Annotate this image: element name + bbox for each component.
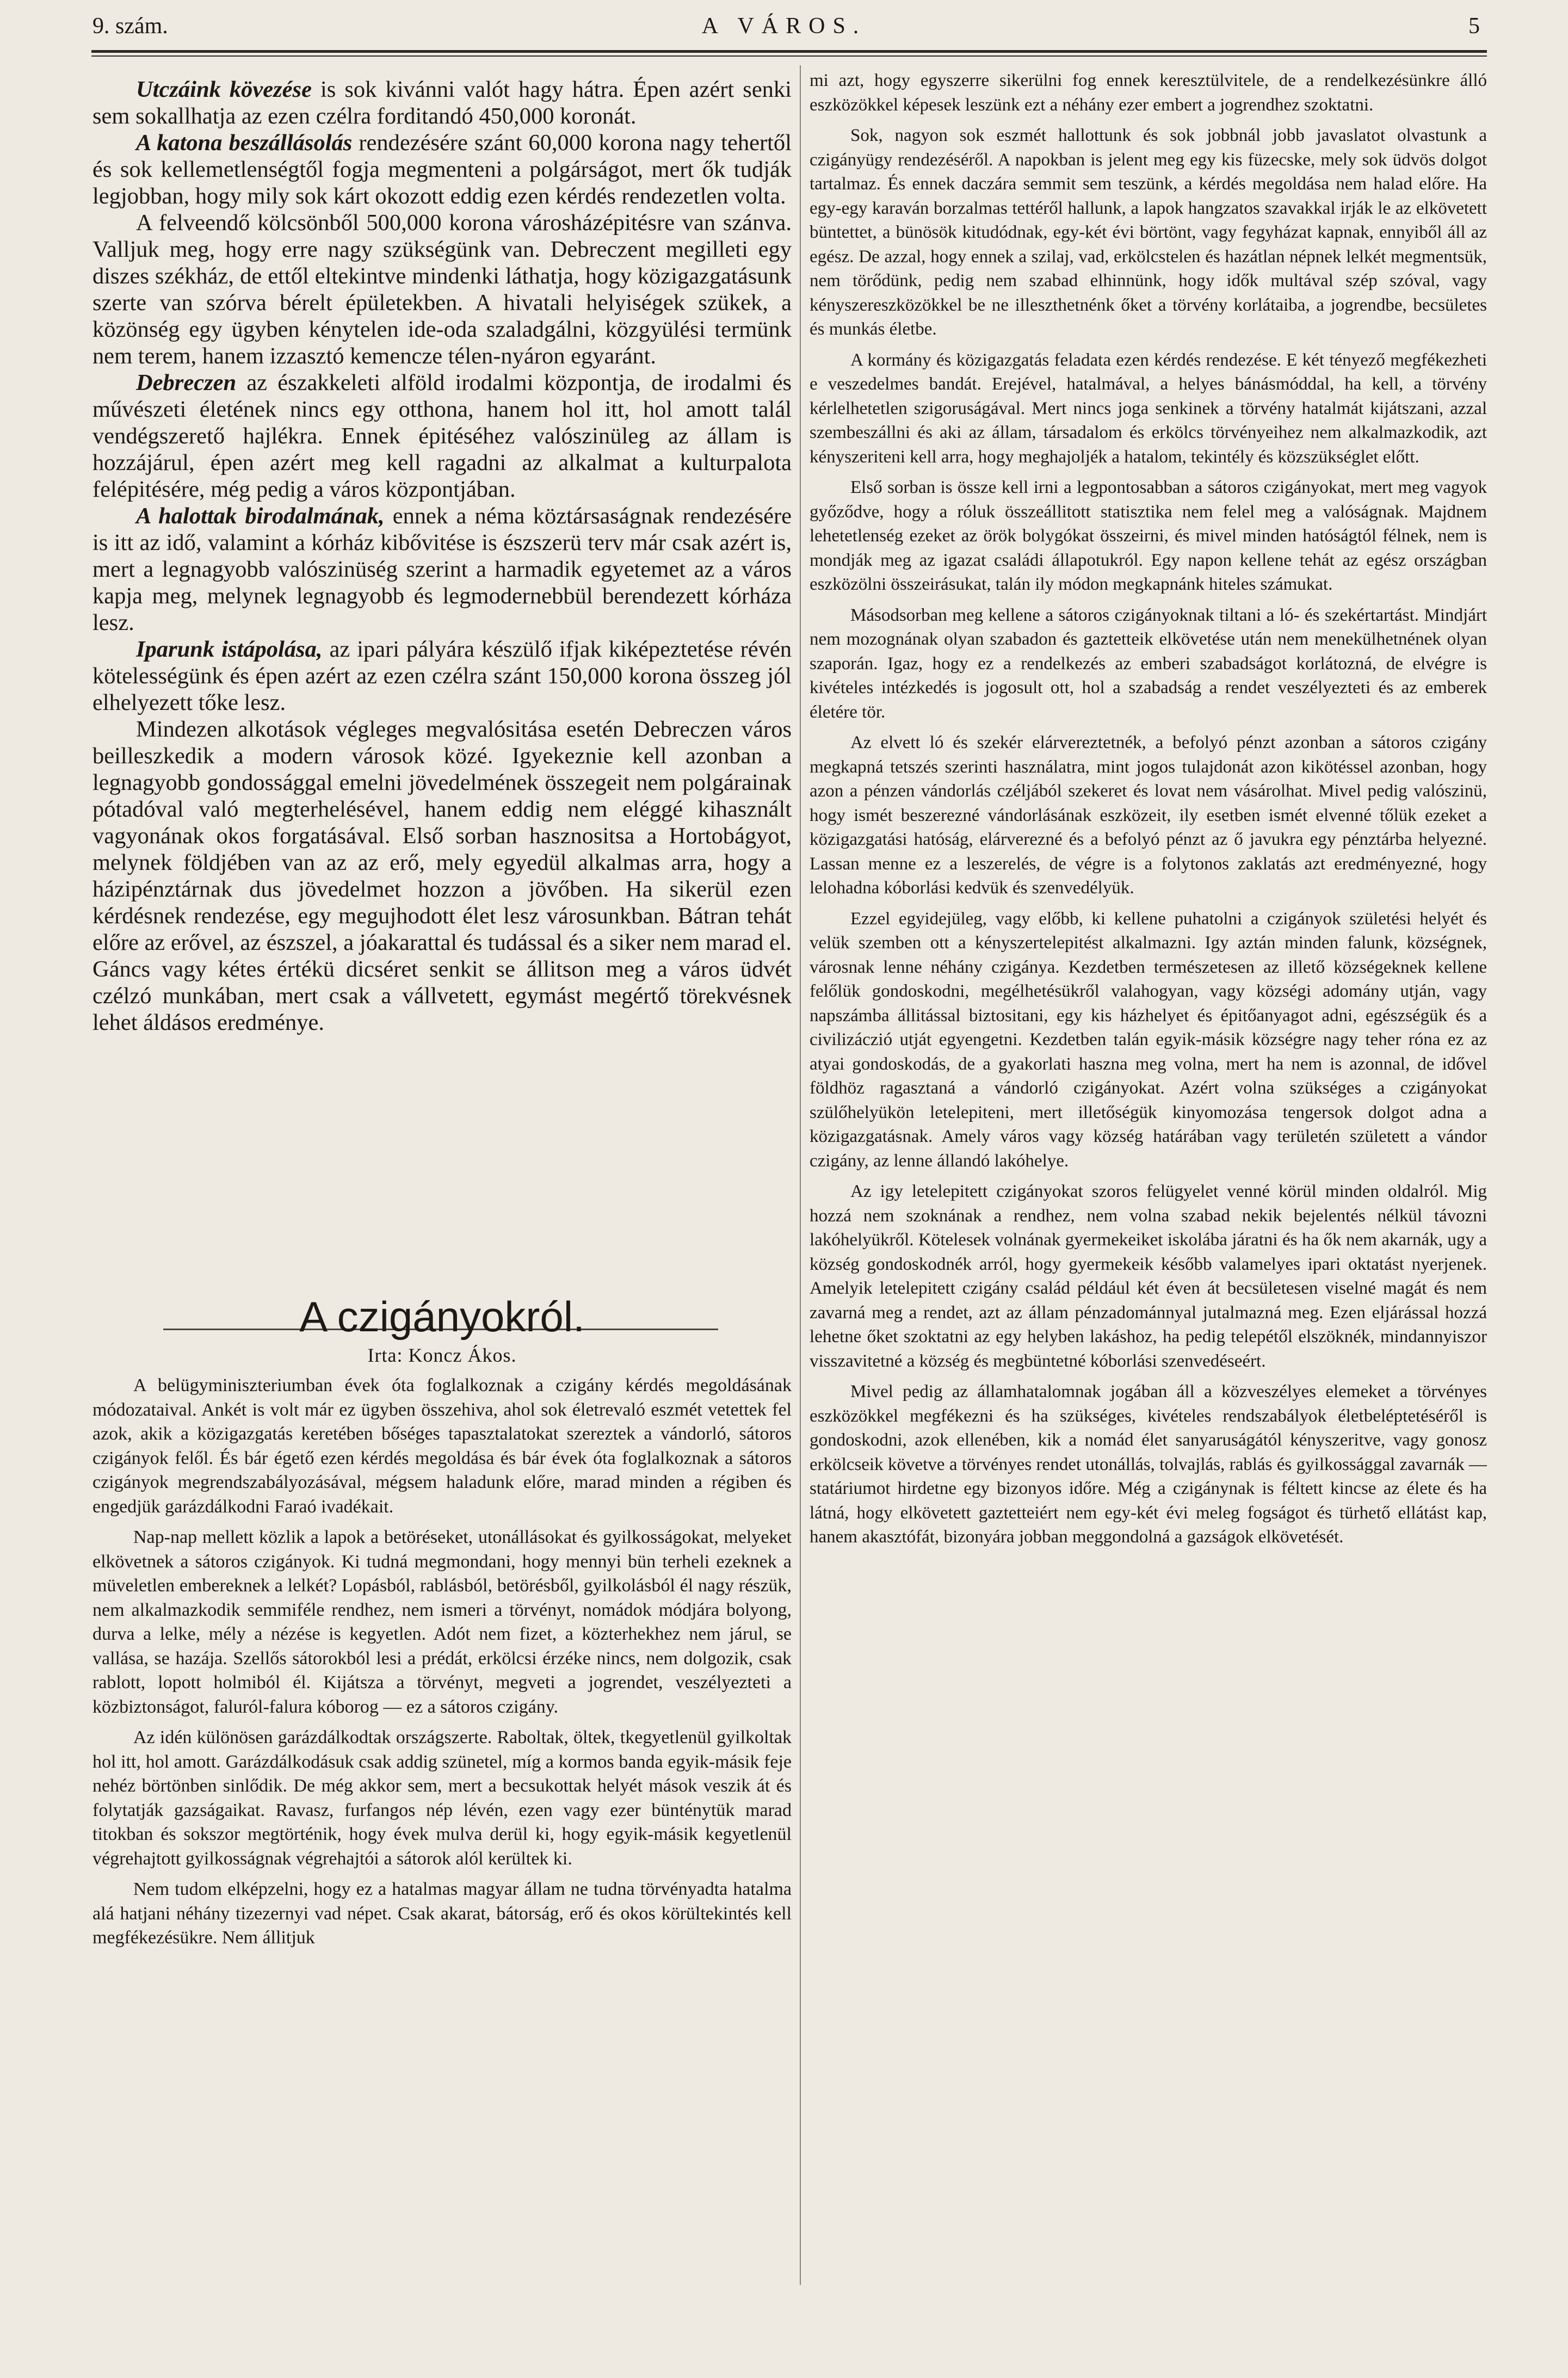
paragraph xyxy=(92,503,792,636)
paragraph xyxy=(92,636,792,716)
paragraph: A belügyminiszteriumban évek óta foglalkoznak a czigány kérdés megoldásának módozataival. Ankét is volt már ez ügyben összehiva, ahol sok életrevaló eszmét vetettek fel azok, akik a közigazgatás keretében bőséges tapasztalatokat szereztek a vándorló, sátoros czigányok felől. És bár égető ezen kérdés megoldása és bár évek óta foglalkoznak a sátoros czigányok megrendszabályozásával, mégsem haladunk előre, marad minden a régiben és engedjük garázdálkodni Faraó ivadékait. xyxy=(92,1375,792,1517)
paragraph xyxy=(92,369,792,503)
paragraph: Mivel pedig az államhatalomnak jogában áll a közveszélyes elemeket a törvényes eszközökkel megfékezni és ha szükséges, kivételes rendszabályok életbeléptetéséről is gondoskodni, azok ellenében, kik a nomád élet sanyaruságától kényszeritve, vagy gonosz erkölcseik követve a törvényes rendet utonállás, tolvajlás, rablás és gyilkossággal zavarnák — statáriumot hirdetne egy bizonyos időre. Még a czigánynak is féltett kincse az élete és ha látná, hogy elkövetett gaztetteiért nem egy-két évi meleg fogságot és türhető ellátást kap, hanem akasztófát, bizonyára jobban meggondolná a gazságok elkövetését. xyxy=(810,1382,1487,1547)
paragraph-lead: Debreczen xyxy=(136,370,237,396)
paragraph: Nem tudom elképzelni, hogy ez a hatalmas magyar állam ne tudna törvényadta hatalma alá hatjani néhány tizezernyi vad népet. Csak akarat, bátorság, erő és okos körültekintés kell megfékezésükre. Nem állitjuk xyxy=(92,1879,792,1948)
header-rule xyxy=(91,50,1487,53)
paragraph xyxy=(92,129,792,209)
paragraph-text: ennek a néma köztársaságnak rendezésére is itt az idő, valamint a kórház kibővitése is észszerü terv már csak azért is, mert a legnagyobb valószinüség szerint a harmadik egyetemet az a város kapja meg, melynek legnagyobb és legmodernebbül berendezett kórháza lesz. xyxy=(92,503,792,635)
issue-number: 9. szám. xyxy=(92,14,168,39)
paragraph-lead: A halottak birodalmának, xyxy=(136,503,385,529)
article-gypsies-right-column xyxy=(810,69,1487,2277)
paragraph-lead: A katona beszállásolás xyxy=(136,130,353,156)
paragraph-text: A felveendő kölcsönből 500,000 korona városházépitésre van szánva. Valljuk meg, hogy erre nagy szükségünk van. Debreczent megilleti egy diszes székház, de ettől eltekintve mindenki láthatja, hogy közigazgatásunk szerte van szórva bérelt épületekben. A hivatali helyiségek szükek, a közönség egy ügyben kénytelen ide-oda szaladgálni, közgyülési termünk nem terem, hanem izzasztó kemencze télen-nyáron egyaránt. xyxy=(92,210,792,369)
paragraph-text: az ipari pályára készülő ifjak kiképeztetése révén kötelességünk és épen azért az ezen czélra szánt 150,000 korona összeg jól elhelyezett tőke lesz. xyxy=(92,637,792,715)
newspaper-title: A VÁROS. xyxy=(701,14,867,39)
article-title: A czigányokról. xyxy=(299,1293,585,1341)
article-gypsies-left-column xyxy=(92,1374,792,2266)
header-rule-thin xyxy=(91,55,1487,57)
paragraph xyxy=(92,209,792,369)
paragraph: Sok, nagyon sok eszmét hallottunk és sok jobbnál jobb javaslatot olvastunk a czigányügy rendezéséről. A napokban is jelent meg egy kis füzecske, mely sok üdvös dolgot tartalmaz. És ennek daczára semmit sem teszünk, a kérdés megoldása nem halad előre. Ha egy-egy karaván borzalmas tettéről hallunk, a lapok hangzatos szavakkal irják le az elkövetett büntettet, a bünösök kitudódnak, egy-két évi börtönt, vagy fegyházat kapnak, ennyiből áll az egész. De azzal, hogy ennek a szilaj, vad, erkölcstelen és hazátlan népnek lelkét megmentsük, nem törődünk, pedig nem szabad elhinnünk, hogy idők multával szép szóval, vagy kényszereszközökkel be ne illeszthetnénk őket a törvény korlátaiba, a jogrendbe, becsületes és munkás életbe. xyxy=(810,126,1487,339)
paragraph-text: rendezésére szánt 60,000 korona nagy tehertől és sok kellemetlenségtől fogja megmenteni a polgárságot, mert ők tudják legjobban, hogy mily sok kárt okozott eddig ezen kérdés rendezetlen volta. xyxy=(92,130,792,209)
paragraph: Nap-nap mellett közlik a lapok a betöréseket, utonállásokat és gyilkosságokat, melyeket elkövetnek a sátoros czigányok. Ki tudná megmondani, hogy mennyi bün terheli ezeknek a müveletlen embereknek a lelkét? Lopásból, rablásból, betörésből, gyilkolásból él nagy részük, nem alkalmazkodik semmiféle rendhez, nem ismeri a törvényt, nomádok módjára bolyong, durva a lelke, mély a nézése is kegyetlen. Adót nem fizet, a közterhekhez nem járul, se vallása, se hazája. Szellős sátorokból lesi a prédát, erkölcsi érzéke nincs, nem dolgozik, csak rablott, lopott holmiból él. Kijátsza a törvényt, megveti a jogrendet, veszélyezteti a közbiztonságot, faluról-falura kóborog — ez a sátoros czigány. xyxy=(92,1527,792,1717)
paragraph: Az igy letelepitett czigányokat szoros felügyelet venné körül minden oldalról. Mig hozzá nem szoknának a rendhez, nem volna szabad nekik bejelentés nélkül távozni lakóhelyükről. Kötelesek volnának gyermekeiket iskolába járatni és ha ők nem akarnák, ugy a község gondoskodnék arról, hogy gyermekeik később valamelyes ipari oktatást nyerjenek. Amelyik letelepitett czigány család például két éven át becsületesen viselné magát és nem zavarná meg a rendet, azt az állam pénzadománnyal jutalmazná meg. Ezen eljárással hozzá lehetne őket szoktatni az egy helyben lakáshoz, ha pedig telepétől elszöknék, mindannyiszor visszavitetné a község és megbüntetné kóborlási szenvedéseért. xyxy=(810,1182,1487,1371)
paragraph: A kormány és közigazgatás feladata ezen kérdés rendezése. E két tényező megfékezheti e veszedelmes bandát. Erejével, hatalmával, a helyes bánásmóddal, ha kell, a törvény kérlelhetetlen szigoruságával. Mert nincs joga senkinek a törvény hatalmát kijátszani, azzal szembeszállni és aki az állam, társadalom és erkölcs törvényeihez nem alkalmazkodik, azt kényszeriteni kell arra, hogy meghajoljék a hatalom, tekintély és közszükséglet előtt. xyxy=(810,350,1487,467)
page-number: 5 xyxy=(1468,14,1480,39)
paragraph: Ezzel egyidejüleg, vagy előbb, ki kellene puhatolni a czigányok születési helyét és velük szemben ott a kényszertelepitést alkalmazni. Igy aztán minden falunk, községnek, városnak lenne néhány czigánya. Kezdetben természetesen az illető községeknek kellene felőlük gondoskodni, megélhetésükről valahogyan, vagy községi adomány utján, vagy napszámba állitással biztositani, egy kis házhelyet és épitőanyagot adni, egészségük és a civilizáczió utját egyengetni. Kezdetben talán egyik-másik községre nagy teher róna ez az atyai gondoskodás, de a gyakorlati haszna meg volna, mert ha nem is azonnal, de idővel földhöz ragasztaná a vándorló czigányokat. Azért volna szükséges a czigányokat szülőhelyükön letelepiteni, mert illetőségük kinyomozása tengersok dolgot adna a közigazgatásnak. Amely város vagy község határában vagy területén született a vándor czigány, az lenne állandó lakóhelye. xyxy=(810,909,1487,1171)
paragraph: Az idén különösen garázdálkodtak országszerte. Raboltak, öltek, tkegyetlenül gyilkoltak hol itt, hol amott. Garázdálkodásuk csak addig szünetel, míg a kormos banda egyik-másik feje nehéz börtönben sinlődik. De még akkor sem, mert a becsukottak helyét mások veszik át és folytatják gazságaikat. Ravasz, furfangos nép lévén, ezen vagy ezer bünténytük marad titokban és sokszor megtörténik, hogy évek mulva derül ki, hogy egyik-másik kegyetlenül végrehajtott gyilkosságnak végrehajtói a sátorok alól kerültek ki. xyxy=(92,1727,792,1869)
paragraph-text: Mindezen alkotások végleges megvalósitása esetén Debreczen város beilleszkedik a modern városok közé. Igyekeznie kell azonban a legnagyobb gondossággal emelni jövedelmének összegeit nem polgárainak pótadóval való megterhelésével, hanem eddig nem eléggé kihasznált vagyonának okos forgatásával. Első sorban hasznositsa a Hortobágyot, melynek földjében van az az erő, mely egyedül alkalmas arra, hogy a házipénztárnak dus jövedelmet hozzon a jövőben. Ha sikerül ezen kérdésnek rendezése, egy megujhodott élet lesz városunkban. Bátran tehát előre az erővel, az észszel, a jóakarattal és tudással és a siker nem marad el. Gáncs vagy kétes értékü dicséret senkit se állitson meg a város üdvét czélzó munkában, mert csak a vállvetett, egymást megértő törekvésnek lehet áldásos eredménye. xyxy=(92,717,792,1035)
paragraph-text: az északkeleti alföld irodalmi központja, de irodalmi és művészeti életének nincs egy otthona, hanem hol itt, hol amott talál vendégszerető hajlékra. Ennek épitéséhez valószinüleg az állam is hozzájárul, épen azért meg kell ragadni az alkalmat a kulturpalota felépitésére, még pedig a város központjában. xyxy=(92,370,792,502)
paragraph xyxy=(92,76,792,129)
article-byline: Irta: Koncz Ákos. xyxy=(367,1344,517,1366)
paragraph: Az elvett ló és szekér elárvereztetnék, a befolyó pénzt azonban a sátoros czigány megkapná tetszés szerinti használatra, mint jogos tulajdonát azon kikötéssel azonban, hogy azon a pénzen vándorlás czéljából szekeret és lovat nem vásárolhat. Mivel pedig valószinü, hogy ismét beszerezné vándorlásának eszközeit, ily esetben ismét elvenné tőlük ezeket a közigazgatási hatóság, elárverezné és a befolyó pénzt az ő javukra egy pénztárba helyezné. Lassan menne ez a leszerelés, de végre is a folytonos zaklatás azt eredményezné, hogy lelohadna kóborlási kedvük és szenvedélyük. xyxy=(810,733,1487,898)
paragraph: Első sorban is össze kell irni a legpontosabban a sátoros czigányokat, mert meg vagyok győződve, hogy a róluk összeállitott statisztika nem felel meg a valóságnak. Majdnem lehetetlenség ezeket az örök bolygókat összeirni, és mivel minden hatóságtól félnek, nem is mondják meg az igazat családi állapotukról. Egy napon kellene tehát az egész országban eszközölni összeirásukat, talán ily módon megkapnánk hiteles számukat. xyxy=(810,478,1487,594)
paragraph xyxy=(92,716,792,1036)
paragraph-lead: Iparunk istápolása, xyxy=(136,637,323,662)
paragraph: Másodsorban meg kellene a sátoros czigányoknak tiltani a ló- és szekértartást. Mindjárt nem mozognának olyan szabadon és gaztetteik elkövetése után nem menekülhetnének olyan szaporán. Igaz, hogy ez a rendelkezés az emberi szabadságot korlátozná, de elvégre is kivételes intézkedés is jogosult ott, hol a szabadság a rendet veszélyezteti és az emberek életére tör. xyxy=(810,605,1487,722)
article-city-budget xyxy=(92,76,792,1319)
column-divider xyxy=(800,65,801,2285)
paragraph-text: is sok kivánni valót hagy hátra. Épen azért senki sem sokallhatja az ezen czélra forditandó 450,000 koronát. xyxy=(92,77,792,129)
paragraph-lead: Utczáink kövezése xyxy=(136,77,312,102)
paragraph: mi azt, hogy egyszerre sikerülni fog ennek keresztülvitele, de a rendelkezésünkre álló eszközökkel képesek leszünk ezt a néhány ezer embert a jogrendhez szoktatni. xyxy=(810,71,1487,115)
